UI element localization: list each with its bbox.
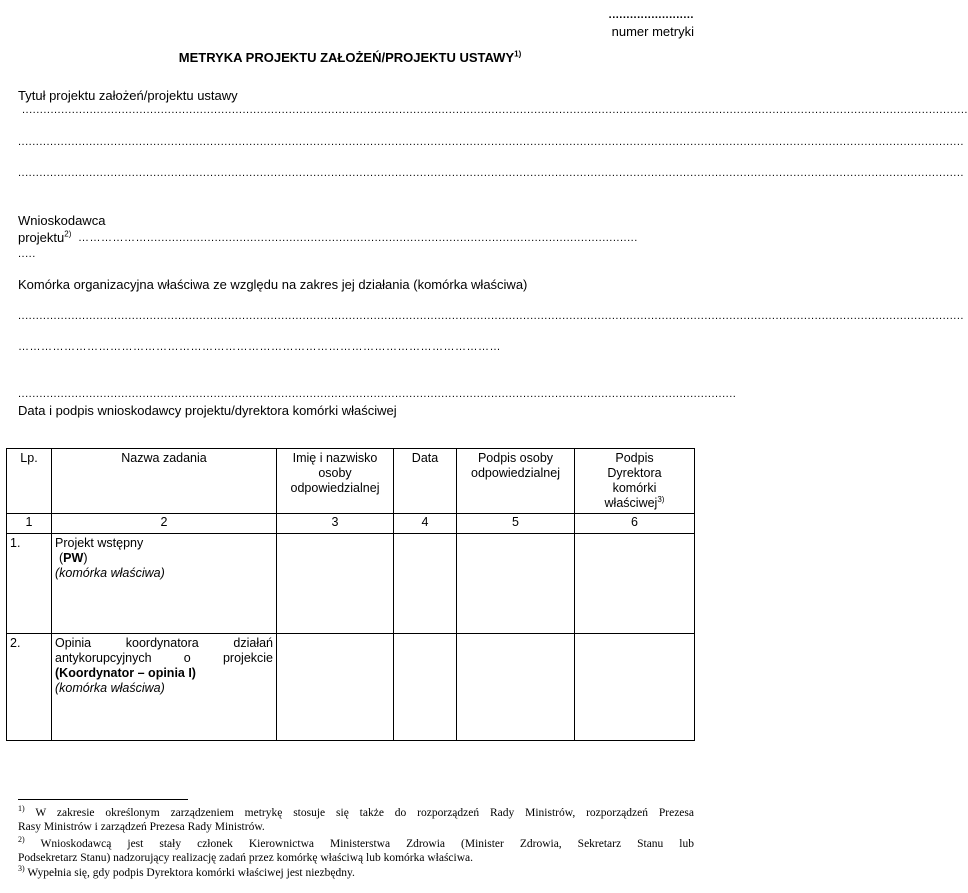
footnote-3-mark: 3) — [18, 864, 25, 874]
header-person-l3: odpowiedzialnej — [290, 481, 380, 495]
footnote-2-mark: 2) — [18, 835, 25, 845]
footnote-2-line2: Podsekretarz Stanu) nadzorujący realizację zadań przez komórkę właściwą lub komórka właściwa. — [18, 852, 474, 864]
tasks-table — [6, 448, 695, 741]
footnote-3 — [18, 866, 694, 880]
header-dir-l4-wrap — [578, 496, 691, 511]
project-title-label: Tytuł projektu założeń/projektu ustawy — [18, 88, 238, 103]
applicant-footnote-mark: 2) — [64, 229, 72, 239]
col-number: 5 — [457, 514, 575, 534]
header-dir-l2: Dyrektora — [607, 466, 662, 480]
row-date-cell[interactable] — [394, 634, 457, 741]
applicant-label-line1: Wnioskodawca — [18, 213, 106, 228]
col-number: 4 — [394, 514, 457, 534]
header-sign-l2: odpowiedzialnej — [471, 466, 560, 480]
row-signature-cell[interactable] — [457, 634, 575, 741]
task-code — [55, 551, 273, 566]
task-code: (Koordynator – opinia I) — [55, 666, 196, 680]
task-code-close: ) — [83, 551, 88, 565]
footnote-1-mark: 1) — [18, 804, 25, 814]
metric-number-dots: ........................ — [608, 9, 694, 21]
header-task-name: Nazwa zadania — [52, 449, 277, 514]
metric-number-label: numer metryki — [611, 24, 694, 39]
footnote-3-line1 — [18, 866, 694, 880]
row-person-cell[interactable] — [277, 534, 394, 634]
document-title — [0, 50, 700, 65]
title-footnote-mark: 1) — [514, 49, 522, 59]
task-name: Projekt wstępny — [55, 536, 144, 550]
column-number-row — [7, 514, 695, 534]
footnote-2-text: Wnioskodawcą jest stały członek Kierownictwa Ministerstwa Zdrowia (Minister Zdrowia, Sekretarz Stanu lub — [40, 838, 694, 850]
task-unit: (komórka właściwa) — [55, 566, 165, 580]
header-person-l1: Imię i nazwisko — [292, 451, 378, 465]
project-title-line-2[interactable]: .......................................................................................................................................................................................................................................................................... — [18, 136, 964, 148]
footnote-1-text: W zakresie określonym zarządzeniem metrykę stosuje się także do rozporządzeń Rady Ministrów, rozporządzeń Prezesa — [35, 807, 694, 819]
row-person-cell[interactable] — [277, 634, 394, 741]
task-code-open: ( — [59, 551, 64, 565]
row-date-cell[interactable] — [394, 534, 457, 634]
footnote-1 — [18, 806, 694, 834]
row-task — [52, 634, 277, 741]
director-footnote-mark: 3) — [657, 494, 665, 504]
row-signature-cell[interactable] — [457, 534, 575, 634]
task-unit: (komórka właściwa) — [55, 681, 165, 695]
applicant-field-tail: ..... — [18, 248, 36, 260]
row-director-signature-cell[interactable] — [575, 534, 695, 634]
col-number: 2 — [52, 514, 277, 534]
footnote-1-line2: Rasy Ministrów i zarządzeń Prezesa Rady Ministrów. — [18, 821, 265, 833]
row-lp: 1. — [7, 534, 52, 634]
col-number: 6 — [575, 514, 695, 534]
header-person-l2: osoby — [318, 466, 352, 480]
header-director-signature — [575, 449, 695, 514]
task-name-line1: Opinia koordynatora działań — [55, 636, 273, 650]
footnote-3-text: Wypełnia się, gdy podpis Dyrektora komórki właściwej jest niezbędny. — [27, 867, 355, 879]
header-dir-l1: Podpis — [615, 451, 654, 465]
table-header-row — [7, 449, 695, 514]
table-row — [7, 534, 695, 634]
header-date: Data — [394, 449, 457, 514]
header-signature — [457, 449, 575, 514]
header-dir-l4: właściwej — [604, 496, 658, 510]
project-title-line-1[interactable]: .......................................................................................................................................................................................................................................................................... — [22, 104, 968, 116]
footnote-2-line1 — [18, 837, 694, 851]
row-task — [52, 534, 277, 634]
document-title-text: METRYKA PROJEKTU ZAŁOŻEŃ/PROJEKTU USTAWY — [178, 50, 515, 65]
row-lp: 2. — [7, 634, 52, 741]
unit-line-2[interactable]: ……………………………………………………………………………………………………………… — [18, 341, 501, 353]
footnote-1-line1 — [18, 806, 694, 820]
signature-label: Data i podpis wnioskodawcy projektu/dyrektora komórki właściwej — [18, 403, 397, 418]
applicant-label-line2: projektu — [18, 230, 65, 245]
col-number: 3 — [277, 514, 394, 534]
task-code-text: PW — [63, 551, 84, 565]
unit-label: Komórka organizacyjna właściwa ze względu na zakres jej działania (komórka właściwa) — [18, 277, 528, 292]
project-title-line-3[interactable]: .......................................................................................................................................................................................................................................................................... — [18, 167, 964, 179]
header-person — [277, 449, 394, 514]
header-dir-l3: komórki — [612, 481, 657, 495]
unit-line-1[interactable]: .......................................................................................................................................................................................................................................................................... — [18, 310, 964, 322]
signature-line[interactable]: .......................................................................................................................................................................................................... — [18, 388, 737, 400]
col-number: 1 — [7, 514, 52, 534]
header-sign-l1: Podpis osoby — [477, 451, 554, 465]
row-director-signature-cell[interactable] — [575, 634, 695, 741]
footnote-separator — [18, 799, 188, 800]
task-name-line2: antykorupcyjnych o projekcie — [55, 651, 273, 665]
applicant-label — [18, 230, 71, 245]
footnote-2 — [18, 837, 694, 865]
header-lp: Lp. — [7, 449, 52, 514]
applicant-field[interactable]: ……………….......................................................................................................................................... — [78, 232, 638, 244]
table-row — [7, 634, 695, 741]
